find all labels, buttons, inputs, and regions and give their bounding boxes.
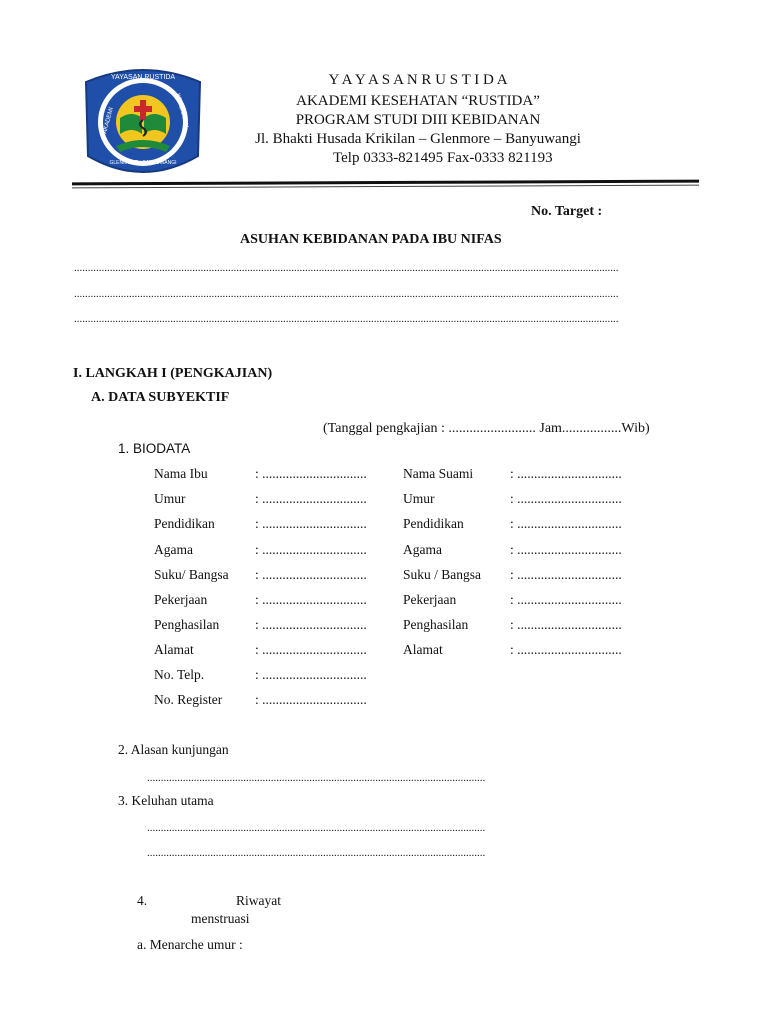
label-alamat-suami: Alamat <box>403 642 443 657</box>
label-pendidikan-ibu: Pendidikan <box>154 516 215 531</box>
field-no-register[interactable]: : ............................... <box>255 692 367 707</box>
label-umur-ibu: Umur <box>154 491 186 506</box>
label-pendidikan-suami: Pendidikan <box>403 516 464 531</box>
field-alamat-suami[interactable]: : ............................... <box>510 642 622 657</box>
field-nama-suami[interactable]: : ............................... <box>510 466 622 481</box>
label-penghasilan-ibu: Penghasilan <box>154 617 220 632</box>
alasan-kunjungan-field[interactable]: ........................................................................................................................... <box>147 772 486 784</box>
field-pekerjaan-suami[interactable]: : ............................... <box>510 592 622 607</box>
blank-line-1[interactable]: ...................................................................................................................................................................................................... <box>74 262 619 274</box>
no-target-label: No. Target : <box>531 204 603 219</box>
keluhan-utama-label: 3. Keluhan utama <box>118 793 214 808</box>
label-agama-ibu: Agama <box>154 542 193 557</box>
riwayat-label-2: menstruasi <box>191 911 250 926</box>
field-penghasilan-suami[interactable]: : ............................... <box>510 617 622 632</box>
label-nama-suami: Nama Suami <box>403 466 474 481</box>
label-nama-ibu: Nama Ibu <box>154 466 208 481</box>
field-agama-ibu[interactable]: : ............................... <box>255 542 367 557</box>
keluhan-utama-field-1[interactable]: ........................................................................................................................... <box>147 822 486 834</box>
label-pekerjaan-suami: Pekerjaan <box>403 592 457 607</box>
logo-left-text: AKADEMI <box>102 106 115 135</box>
field-umur-ibu[interactable]: : ............................... <box>255 491 367 506</box>
logo-top-text: YAYASAN RUSTIDA <box>110 74 176 81</box>
field-penghasilan-ibu[interactable]: : ............................... <box>255 617 367 632</box>
letterhead-rule-thin <box>72 185 699 189</box>
label-suku-ibu: Suku/ Bangsa <box>154 567 229 582</box>
field-alamat-ibu[interactable]: : ............................... <box>255 642 367 657</box>
label-suku-suami: Suku / Bangsa <box>403 567 482 582</box>
field-suku-ibu[interactable]: : ............................... <box>255 567 367 582</box>
header-academy: AKADEMI KESEHATAN “RUSTIDA” <box>296 93 540 109</box>
tanggal-pengkajian[interactable]: (Tanggal pengkajian : ......................... Jam.................Wib) <box>323 421 650 436</box>
logo-bottom-text: GLENMORE - BANYUWANGI <box>109 160 177 166</box>
logo-right-text: KESEHATAN <box>174 92 190 129</box>
header-program: PROGRAM STUDI DIII KEBIDANAN <box>295 112 541 128</box>
label-umur-suami: Umur <box>403 491 435 506</box>
field-agama-suami[interactable]: : ............................... <box>510 542 622 557</box>
label-pekerjaan-ibu: Pekerjaan <box>154 592 208 607</box>
field-pendidikan-ibu[interactable]: : ............................... <box>255 516 367 531</box>
field-nama-ibu[interactable]: : ............................... <box>255 466 367 481</box>
field-pendidikan-suami[interactable]: : ............................... <box>510 516 622 531</box>
section-data-subyektif: A. DATA SUBYEKTIF <box>91 390 230 405</box>
document-title: ASUHAN KEBIDANAN PADA IBU NIFAS <box>240 232 502 247</box>
riwayat-number: 4. <box>137 893 148 908</box>
field-umur-suami[interactable]: : ............................... <box>510 491 622 506</box>
section-langkah-1: I. LANGKAH I (PENGKAJIAN) <box>73 366 273 381</box>
alasan-kunjungan-label: 2. Alasan kunjungan <box>118 742 229 757</box>
label-no-telp: No. Telp. <box>154 667 205 682</box>
keluhan-utama-field-2[interactable]: ........................................................................................................................... <box>147 847 486 859</box>
field-suku-suami[interactable]: : ............................... <box>510 567 622 582</box>
blank-line-2[interactable]: ...................................................................................................................................................................................................... <box>74 288 619 300</box>
header-phone: Telp 0333-821495 Fax-0333 821193 <box>333 150 553 166</box>
field-pekerjaan-ibu[interactable]: : ............................... <box>255 592 367 607</box>
label-alamat-ibu: Alamat <box>154 642 194 657</box>
riwayat-label-1: Riwayat <box>236 893 281 908</box>
header-address: Jl. Bhakti Husada Krikilan – Glenmore – Banyuwangi <box>255 131 581 147</box>
blank-line-3[interactable]: ...................................................................................................................................................................................................... <box>74 313 619 325</box>
biodata-heading: 1. BIODATA <box>118 441 191 456</box>
label-penghasilan-suami: Penghasilan <box>403 617 469 632</box>
label-no-register: No. Register <box>154 692 223 707</box>
label-agama-suami: Agama <box>403 542 442 557</box>
field-no-telp[interactable]: : ............................... <box>255 667 367 682</box>
header-foundation: Y A Y A S A N R U S T I D A <box>328 72 508 88</box>
menarche-label: a. Menarche umur : <box>137 937 243 952</box>
